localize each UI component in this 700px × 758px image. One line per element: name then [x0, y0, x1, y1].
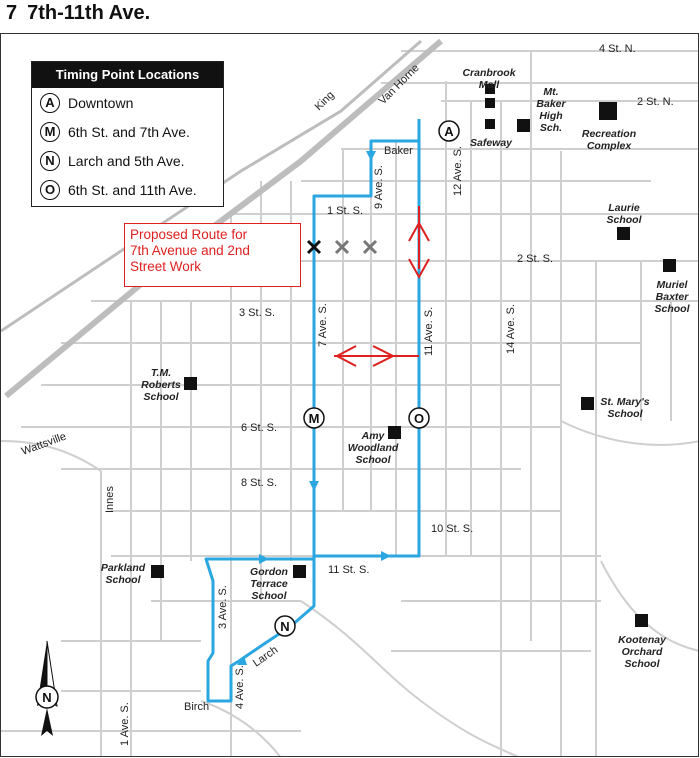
- street-9-ave-s: 9 Ave. S.: [373, 165, 385, 209]
- north-label: N: [42, 690, 52, 705]
- st-marys-school-label: St. Mary's School: [600, 396, 650, 420]
- proposal-line-1: Proposed Route for: [130, 227, 248, 242]
- timing-point-m-icon: M: [40, 122, 60, 142]
- tm-roberts-school-label: T.M. Roberts School: [141, 367, 181, 403]
- timing-point-legend: [31, 61, 224, 207]
- street-12-ave-s: 12 Ave. S.: [452, 146, 464, 196]
- gordon-terrace-school-label: Gordon Terrace School: [250, 566, 288, 602]
- street-innes: Innes: [104, 486, 116, 513]
- route-name: 7th-11th Ave.: [27, 2, 151, 24]
- map-frame: [0, 33, 699, 757]
- kootenay-orchard-school-label: Kootenay Orchard School: [618, 634, 666, 670]
- street-king: King: [312, 89, 337, 114]
- street-1-ave-s: 1 Ave. S.: [119, 702, 131, 746]
- recreation-complex-label: Recreation Complex: [581, 128, 637, 152]
- street-wattsville: Wattsville: [19, 430, 68, 458]
- legend-item-m: [32, 117, 223, 146]
- street-birch: Birch: [184, 701, 210, 713]
- street-11-ave-s: 11 Ave. S.: [423, 306, 435, 356]
- street-10-st-s: 10 St. S.: [431, 523, 474, 535]
- proposal-line-3: Street Work: [130, 259, 202, 274]
- route-number: 7: [6, 2, 18, 24]
- safeway-label: Safeway: [469, 137, 513, 149]
- timing-point-o: O: [413, 411, 425, 426]
- legend-item-n: [32, 146, 223, 175]
- street-4-ave-s: 4 Ave. S.: [234, 665, 246, 709]
- parkland-school-label: Parkland School: [100, 562, 146, 586]
- street-2-st-n: 2 St. N.: [637, 96, 674, 108]
- street-van-horne: Van Horne: [376, 62, 422, 108]
- amy-woodland-school-label: Amy Woodland School: [347, 430, 399, 466]
- street-larch: Larch: [250, 643, 281, 670]
- street-7-ave-s: 7 Ave. S.: [317, 303, 329, 347]
- legend-label-a: Downtown: [68, 94, 134, 111]
- street-11-st-s: 11 St. S.: [328, 564, 370, 576]
- street-8-st-s: 8 St. S.: [241, 477, 278, 489]
- legend-item-o: [32, 175, 223, 204]
- legend-label-m: 6th St. and 7th Ave.: [68, 123, 190, 140]
- muriel-baxter-school-label: Muriel Baxter School: [654, 279, 690, 315]
- legend-item-a: [32, 88, 223, 117]
- timing-point-m: M: [308, 411, 320, 426]
- cranbrook-mall-label: Cranbrook Mall: [462, 67, 516, 91]
- timing-point-a: A: [444, 124, 454, 139]
- street-3-ave-s: 3 Ave. S.: [217, 585, 229, 629]
- proposed-route-note: [124, 223, 301, 287]
- timing-point-n-icon: N: [40, 151, 60, 171]
- street-1-st-s: 1 St. S.: [327, 205, 364, 217]
- timing-point-a-icon: A: [40, 93, 60, 113]
- street-4-st-n: 4 St. N.: [599, 43, 636, 55]
- street-14-ave-s: 14 Ave. S.: [505, 304, 517, 354]
- street-2-st-s: 2 St. S.: [517, 253, 554, 265]
- timing-point-n: N: [280, 619, 290, 634]
- street-baker: Baker: [384, 145, 413, 157]
- legend-label-n: Larch and 5th Ave.: [68, 152, 185, 169]
- timing-point-o-icon: O: [40, 180, 60, 200]
- legend-label-o: 6th St. and 11th Ave.: [68, 181, 197, 198]
- laurie-school-label: Laurie School: [606, 202, 642, 226]
- legend-title: Timing Point Locations: [32, 62, 223, 88]
- map-title: [6, 2, 150, 25]
- street-6-st-s: 6 St. S.: [241, 422, 278, 434]
- street-3-st-s: 3 St. S.: [239, 307, 276, 319]
- proposal-line-2: 7th Avenue and 2nd: [130, 243, 250, 258]
- mt-baker-label: Mt. Baker High Sch.: [536, 86, 566, 134]
- north-arrow: [36, 641, 58, 736]
